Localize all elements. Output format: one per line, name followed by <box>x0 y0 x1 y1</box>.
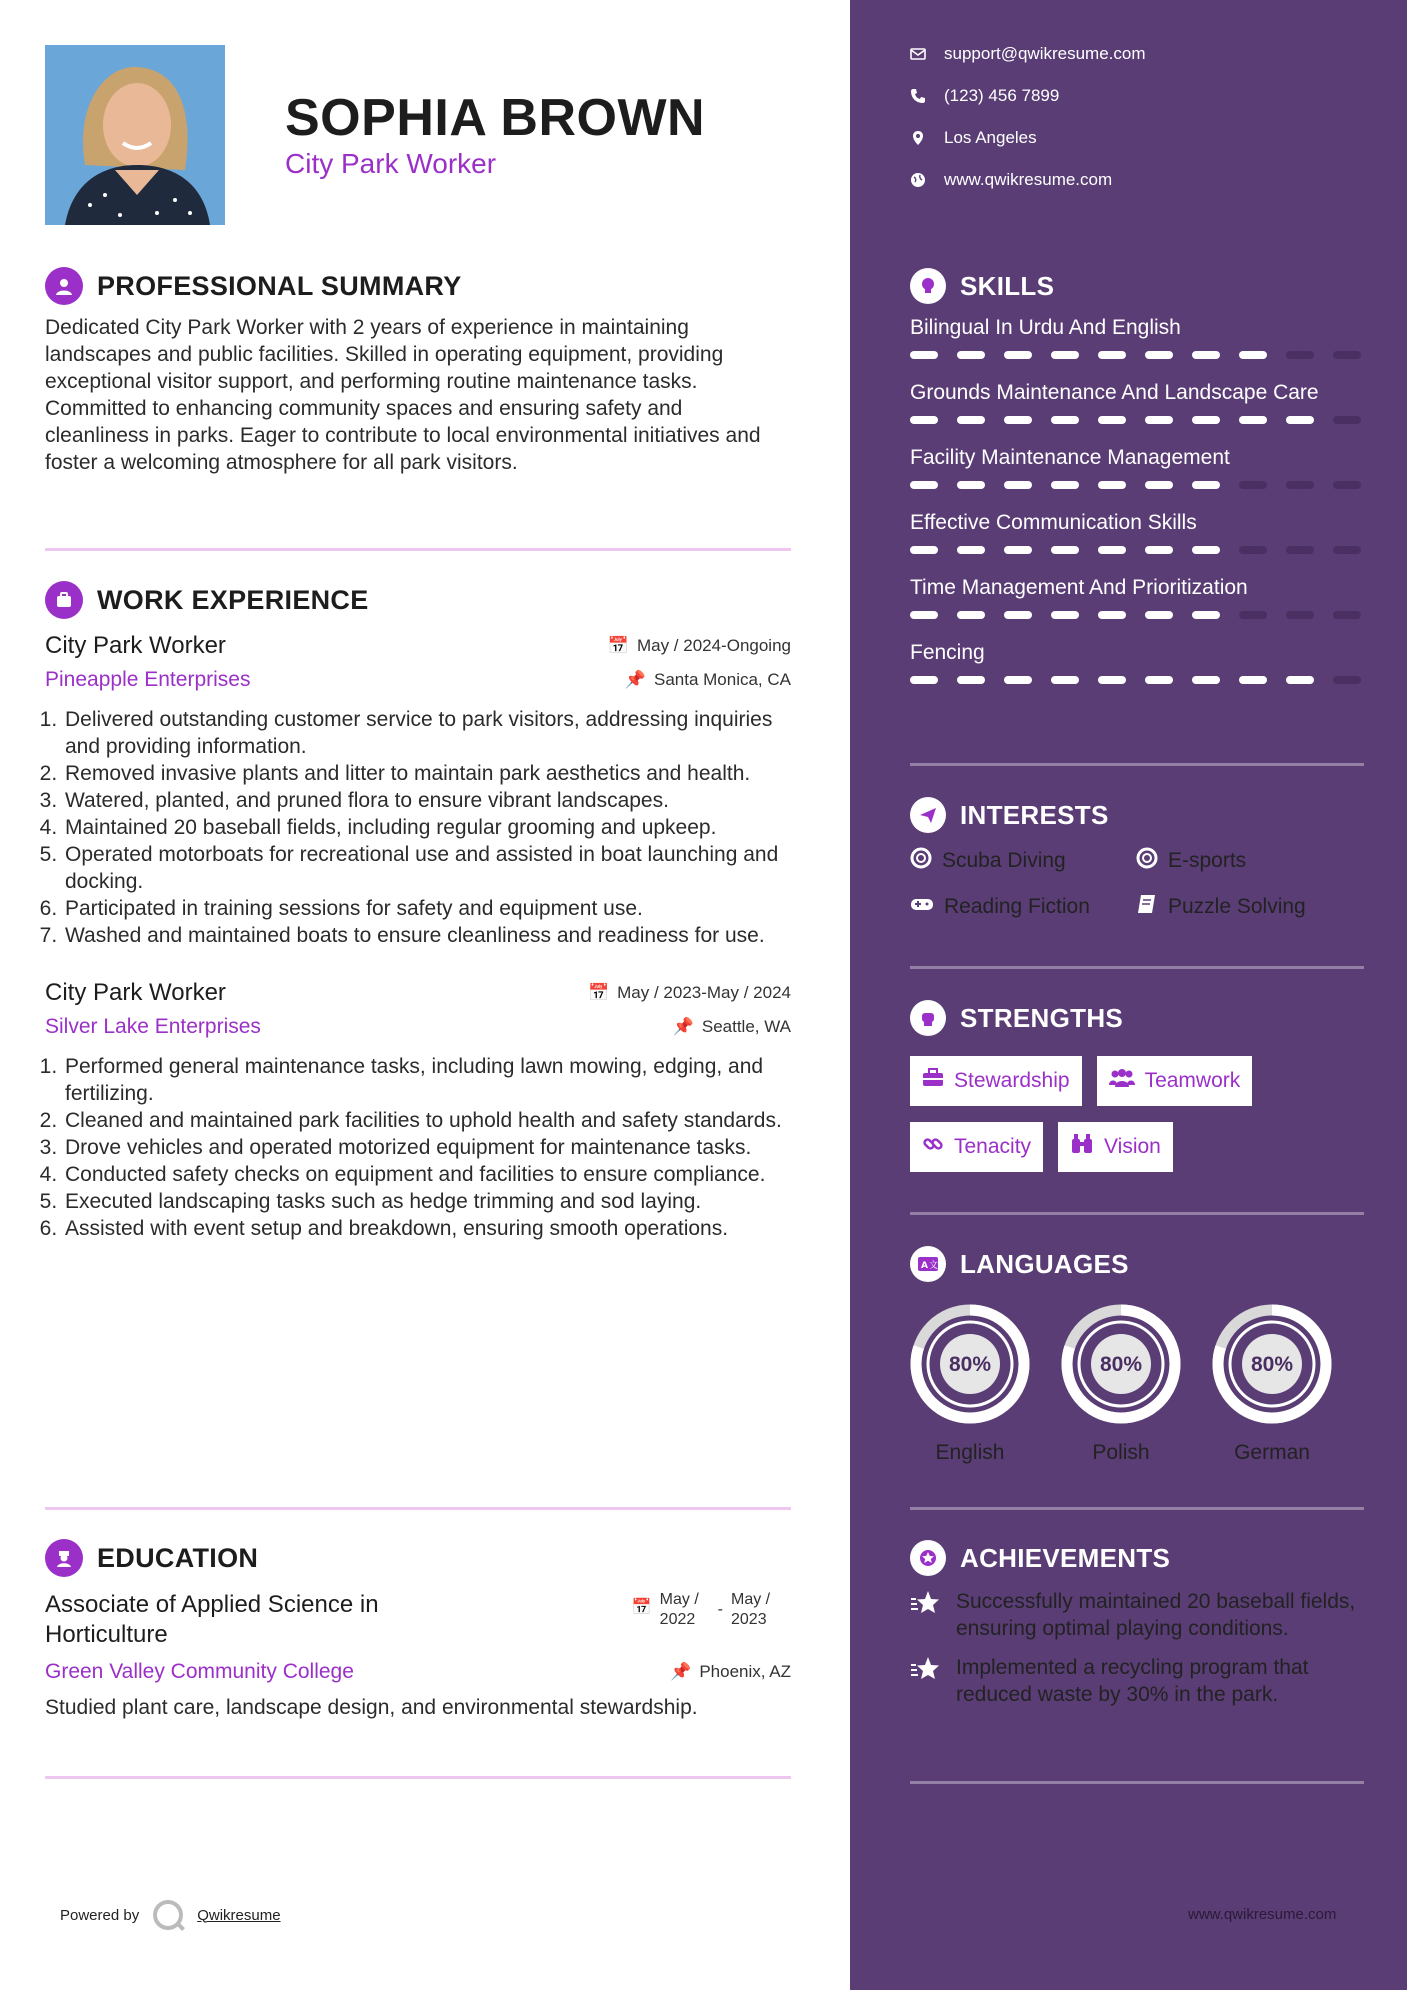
briefcase-icon <box>45 581 83 619</box>
globe-icon <box>910 172 926 188</box>
footer-site[interactable]: www.qwikresume.com <box>1188 1906 1337 1923</box>
rating-dot <box>1239 546 1267 554</box>
briefcase-icon <box>922 1068 944 1094</box>
rating-dot <box>1192 416 1220 424</box>
interest-label: Reading Fiction <box>944 895 1090 918</box>
skill-name: Bilingual In Urdu And English <box>910 316 1181 339</box>
job-entry <box>45 979 791 1242</box>
duties-list <box>45 706 791 949</box>
rating-dot <box>1051 611 1079 619</box>
summary-title: PROFESSIONAL SUMMARY <box>97 270 462 301</box>
rating-dot <box>957 481 985 489</box>
list-item: 6. Participated in training sessions for safety and equipment use. <box>63 895 791 922</box>
achievements-title: ACHIEVEMENTS <box>960 1542 1171 1573</box>
rating-dot <box>1192 481 1220 489</box>
rating-dot <box>1145 676 1173 684</box>
strength-chip <box>910 1056 1082 1106</box>
interest-label: Scuba Diving <box>942 849 1066 872</box>
job-entry <box>45 632 791 949</box>
profile-photo <box>45 45 225 225</box>
rating-dot <box>1098 416 1126 424</box>
rating-dot <box>910 481 938 489</box>
rating-dot <box>1192 546 1220 554</box>
rating-dot <box>1239 676 1267 684</box>
list-item: 1. Delivered outstanding customer service to park visitors, addressing inquiries and providing information. <box>63 706 791 760</box>
rating-dot <box>1145 546 1173 554</box>
list-item: 5. Operated motorboats for recreational use and assisted in boat launching and docking. <box>63 841 791 895</box>
strength-label: Stewardship <box>954 1069 1070 1092</box>
rating-dot <box>1051 676 1079 684</box>
edu-location: Phoenix, AZ <box>699 1662 791 1681</box>
paper-plane-icon <box>910 797 946 833</box>
rating-dot <box>1051 546 1079 554</box>
language-ring <box>1061 1304 1181 1424</box>
powered-by-label: Powered by <box>60 1906 140 1924</box>
summary-section <box>45 266 791 476</box>
achievement-item <box>910 1588 1364 1642</box>
svg-text:文: 文 <box>929 1261 939 1271</box>
skill-item <box>910 379 1364 424</box>
email-text: support@qwikresume.com <box>944 44 1146 63</box>
rating-dot <box>1239 481 1267 489</box>
rating-dot <box>1333 351 1361 359</box>
rating-dot <box>1004 611 1032 619</box>
education-section: EDUCATION Associate of Applied Science in Horticulture 📅 May / 2022 - May / 2023 Green Valley Community College 📌 Phoenix, AZ Studied plant care, landscape design, and environmental stewardship. <box>45 1538 791 1721</box>
skill-rating <box>910 481 1364 489</box>
language-name: Polish <box>1092 1441 1150 1464</box>
rating-dot <box>1098 546 1126 554</box>
list-item: 6. Assisted with event setup and breakdown, ensuring smooth operations. <box>63 1215 791 1242</box>
footer-left <box>60 1900 281 1930</box>
users-icon <box>1109 1068 1135 1094</box>
language-name: English <box>935 1441 1005 1464</box>
language-percent: 80% <box>948 1353 992 1376</box>
achievement-item <box>910 1654 1364 1708</box>
rating-dot <box>1004 676 1032 684</box>
strengths-title: STRENGTHS <box>960 1002 1124 1033</box>
rating-dot <box>910 676 938 684</box>
job-dates: May / 2023-May / 2024 <box>617 983 791 1002</box>
rating-dot <box>910 351 938 359</box>
graduate-icon <box>45 1539 83 1577</box>
language-name: German <box>1234 1441 1310 1464</box>
language-ring <box>1212 1304 1332 1424</box>
skill-name: Grounds Maintenance And Landscape Care <box>910 381 1319 404</box>
user-icon <box>45 267 83 305</box>
rating-dot <box>1145 611 1173 619</box>
list-item: 4. Conducted safety checks on equipment and facilities to ensure compliance. <box>63 1161 791 1188</box>
skills-title: SKILLS <box>960 270 1055 301</box>
interests-section <box>910 795 1364 921</box>
strength-chip <box>910 1122 1043 1172</box>
strength-chip <box>1058 1122 1173 1172</box>
rating-dot <box>957 416 985 424</box>
skill-item <box>910 444 1364 489</box>
strength-label: Teamwork <box>1144 1069 1241 1092</box>
fist-icon <box>910 1000 946 1036</box>
skill-item <box>910 314 1364 359</box>
map-pin-icon <box>910 130 926 146</box>
job-location: Santa Monica, CA <box>653 670 791 689</box>
rating-dot <box>1004 481 1032 489</box>
rating-dot <box>1004 546 1032 554</box>
binoculars-icon <box>1070 1133 1094 1161</box>
achievement-text: Implemented a recycling program that reduced waste by 30% in the park. <box>956 1656 1309 1706</box>
rating-dot <box>1333 611 1361 619</box>
star-badge-icon <box>910 1540 946 1576</box>
rating-dot <box>1145 351 1173 359</box>
interests-title: INTERESTS <box>960 799 1109 830</box>
lifebuoy-icon <box>1136 847 1158 875</box>
divider <box>45 1507 791 1510</box>
location-text: Los Angeles <box>944 128 1037 147</box>
experience-section <box>45 580 791 1242</box>
job-title: City Park Worker <box>45 632 226 659</box>
language-percent: 80% <box>1099 1353 1143 1376</box>
rating-dot <box>1192 611 1220 619</box>
interest-label: Puzzle Solving <box>1168 895 1306 918</box>
rating-dot <box>1239 611 1267 619</box>
list-item: 7. Washed and maintained boats to ensure cleanliness and readiness for use. <box>63 922 791 949</box>
skill-rating <box>910 546 1364 554</box>
rating-dot <box>1286 481 1314 489</box>
pin-icon: 📌 <box>624 670 646 689</box>
summary-text: Dedicated City Park Worker with 2 years of experience in maintaining landscapes and public facilities. Skilled in operating equipment, providing exceptional visitor support, and performing routine maintenance tasks. Committed to enhancing community spaces and ensuring safety and cleanliness in parks. Eager to contribute to local environmental initiatives and foster a welcoming atmosphere for all park visitors. <box>45 316 761 474</box>
language-percent: 80% <box>1250 1353 1294 1376</box>
rating-dot <box>1145 481 1173 489</box>
job-company: Silver Lake Enterprises <box>45 1015 261 1038</box>
skill-name: Facility Maintenance Management <box>910 446 1230 469</box>
language-ring <box>910 1304 1030 1424</box>
link-icon <box>922 1133 944 1161</box>
contact-website[interactable] <box>910 170 1112 190</box>
interest-item <box>910 893 1136 921</box>
rating-dot <box>1333 416 1361 424</box>
contact-phone[interactable] <box>910 86 1059 106</box>
pin-icon: 📌 <box>670 1662 692 1681</box>
brand-link[interactable]: Qwikresume <box>197 1906 281 1924</box>
rating-dot <box>1286 416 1314 424</box>
strength-label: Tenacity <box>954 1135 1032 1158</box>
divider <box>45 1776 791 1779</box>
phone-icon <box>910 88 926 104</box>
skill-rating <box>910 351 1364 359</box>
list-item: 1. Performed general maintenance tasks, including lawn mowing, edging, and fertilizing. <box>63 1053 791 1107</box>
translate-icon <box>910 1246 946 1282</box>
interest-label: E-sports <box>1168 849 1247 872</box>
rating-dot <box>1333 481 1361 489</box>
lightbulb-icon <box>910 268 946 304</box>
rating-dot <box>1286 676 1314 684</box>
rating-dot <box>1286 611 1314 619</box>
strengths-section <box>910 998 1364 1172</box>
rating-dot <box>1239 416 1267 424</box>
divider <box>910 763 1364 766</box>
rating-dot <box>1286 351 1314 359</box>
languages-list <box>910 1304 1364 1465</box>
achievements-section <box>910 1538 1364 1708</box>
experience-title: WORK EXPERIENCE <box>97 584 369 615</box>
list-item: 3. Drove vehicles and operated motorized equipment for maintenance tasks. <box>63 1134 791 1161</box>
skills-list <box>910 314 1364 684</box>
list-item: 4. Maintained 20 baseball fields, including regular grooming and upkeep. <box>63 814 791 841</box>
edu-start: May / 2022 <box>659 1591 699 1628</box>
rating-dot <box>1145 416 1173 424</box>
divider <box>910 1507 1364 1510</box>
rating-dot <box>1239 351 1267 359</box>
list-item: 2. Removed invasive plants and litter to maintain park aesthetics and health. <box>63 760 791 787</box>
list-item: 5. Executed landscaping tasks such as hedge trimming and sod laying. <box>63 1188 791 1215</box>
list-item: 2. Cleaned and maintained park facilities to uphold health and safety standards. <box>63 1107 791 1134</box>
language-item <box>910 1304 1030 1465</box>
list-item: 3. Watered, planted, and pruned flora to ensure vibrant landscapes. <box>63 787 791 814</box>
rating-dot <box>1004 416 1032 424</box>
svg-text:A: A <box>921 1261 928 1271</box>
interest-item <box>910 847 1136 875</box>
rating-dot <box>1333 546 1361 554</box>
languages-title: LANGUAGES <box>960 1248 1129 1279</box>
rating-dot <box>957 611 985 619</box>
rating-dot <box>1192 351 1220 359</box>
edu-end: May / 2023 <box>731 1591 771 1628</box>
rating-dot <box>1286 546 1314 554</box>
edu-description: Studied plant care, landscape design, and environmental stewardship. <box>45 1696 698 1719</box>
skill-item <box>910 509 1364 554</box>
skill-name: Time Management And Prioritization <box>910 576 1248 599</box>
skill-name: Effective Communication Skills <box>910 511 1197 534</box>
rating-dot <box>957 676 985 684</box>
strength-label: Vision <box>1104 1135 1161 1158</box>
skill-item <box>910 574 1364 619</box>
rating-dot <box>1051 481 1079 489</box>
rating-dot <box>910 546 938 554</box>
rating-dot <box>1098 481 1126 489</box>
divider <box>910 1781 1364 1784</box>
rating-dot <box>910 416 938 424</box>
rating-dot <box>1192 676 1220 684</box>
calendar-icon: 📅 <box>607 636 629 655</box>
website-text: www.qwikresume.com <box>944 170 1113 189</box>
envelope-icon <box>910 46 926 62</box>
education-title: EDUCATION <box>97 1542 259 1573</box>
rating-dot <box>1051 416 1079 424</box>
skill-rating <box>910 416 1364 424</box>
divider <box>45 548 791 551</box>
rating-dot <box>1051 351 1079 359</box>
rating-dot <box>1098 351 1126 359</box>
strength-chip <box>1097 1056 1253 1106</box>
languages-section <box>910 1244 1364 1465</box>
candidate-name: SOPHIA BROWN <box>285 89 706 147</box>
rating-dot <box>910 611 938 619</box>
divider <box>910 966 1364 969</box>
rating-dot <box>1098 676 1126 684</box>
job-title: City Park Worker <box>45 979 226 1006</box>
job-dates: May / 2024-Ongoing <box>636 636 791 655</box>
achievement-text: Successfully maintained 20 baseball fields, ensuring optimal playing conditions. <box>956 1590 1356 1640</box>
divider <box>910 1212 1364 1215</box>
pin-icon: 📌 <box>672 1017 694 1036</box>
star-icon <box>910 1654 944 1708</box>
contact-location <box>910 128 1037 148</box>
calendar-icon: 📅 <box>587 983 610 1002</box>
rating-dot <box>1004 351 1032 359</box>
phone-text: (123) 456 7899 <box>944 86 1060 105</box>
job-company: Pineapple Enterprises <box>45 668 251 691</box>
candidate-role: City Park Worker <box>285 148 497 179</box>
school-name: Green Valley Community College <box>45 1660 354 1683</box>
skill-name: Fencing <box>910 641 985 664</box>
rating-dot <box>1098 611 1126 619</box>
job-location: Seattle, WA <box>701 1017 791 1036</box>
gamepad-icon <box>910 893 934 921</box>
book-icon <box>1136 893 1158 921</box>
skill-rating <box>910 611 1364 619</box>
interest-item <box>1136 893 1364 921</box>
degree: Associate of Applied Science in Horticulture <box>45 1591 379 1648</box>
contact-email[interactable] <box>910 44 1146 64</box>
language-item <box>1061 1304 1181 1465</box>
interest-item <box>1136 847 1364 875</box>
skill-item <box>910 639 1364 684</box>
rating-dot <box>957 351 985 359</box>
rating-dot <box>1333 676 1361 684</box>
rating-dot <box>957 546 985 554</box>
calendar-icon: 📅 <box>631 1599 652 1616</box>
skill-rating <box>910 676 1364 684</box>
language-item <box>1212 1304 1332 1465</box>
qwikresume-logo-icon <box>153 1900 183 1930</box>
lifebuoy-icon <box>910 847 932 875</box>
duties-list <box>45 1053 791 1242</box>
skills-section <box>910 266 1364 684</box>
star-icon <box>910 1588 944 1642</box>
